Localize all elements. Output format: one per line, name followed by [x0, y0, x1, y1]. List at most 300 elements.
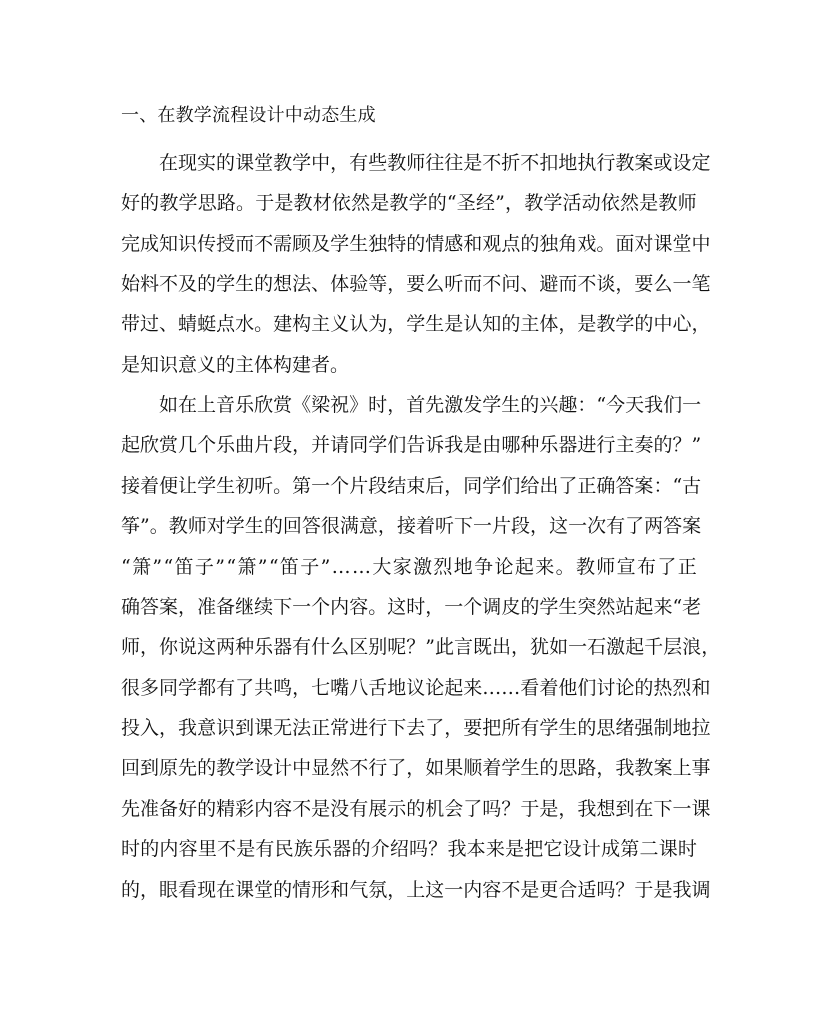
text-char: 我	[672, 879, 692, 901]
text-char: 二	[639, 838, 659, 860]
text-char: 在	[159, 152, 179, 174]
text-char: 学	[235, 757, 255, 779]
text-char: 的	[577, 717, 597, 739]
text-char: 知	[159, 233, 179, 255]
text-char: 教	[524, 192, 544, 214]
text-char: 有	[606, 515, 626, 537]
text-char: 成	[140, 233, 160, 255]
text-char: 么	[330, 636, 350, 658]
text-char: 种	[520, 434, 540, 456]
text-char: 是	[370, 192, 390, 214]
text-char: 和	[330, 879, 350, 901]
text-char: 建	[273, 313, 293, 335]
paragraph-line	[121, 555, 697, 579]
text-char: 事	[691, 757, 711, 779]
text-char: 种	[235, 636, 255, 658]
text-char: 箫	[237, 556, 257, 578]
paragraph-line	[121, 595, 702, 619]
text-char: 论	[615, 677, 635, 699]
text-char: 议	[406, 677, 426, 699]
text-char: 法	[292, 273, 312, 295]
text-char: 准	[197, 596, 217, 618]
text-char: 和	[691, 677, 711, 699]
text-char: 续	[254, 596, 274, 618]
text-char: 七	[311, 677, 331, 699]
text-char: 材	[312, 192, 332, 214]
text-char: 介	[370, 838, 390, 860]
text-char: 的	[539, 757, 559, 779]
text-char: 子	[194, 556, 214, 578]
text-char: 及	[178, 273, 198, 295]
text-char: 乐	[216, 434, 236, 456]
text-char: ，	[511, 636, 531, 658]
text-char: ？	[672, 434, 692, 456]
paragraph-line	[121, 474, 702, 498]
text-char: 生	[501, 394, 521, 416]
text-char: 原	[159, 757, 179, 779]
text-char: 中	[292, 757, 312, 779]
text-char: 、	[159, 313, 179, 335]
text-char: 一	[292, 596, 312, 618]
text-char: 行	[596, 152, 616, 174]
text-char: 避	[539, 273, 559, 295]
text-char: 案	[653, 757, 673, 779]
text-char: 内	[254, 798, 274, 820]
text-char: ，	[387, 313, 407, 335]
text-char: 行	[596, 434, 616, 456]
text-char: 本	[466, 838, 486, 860]
text-char: ？	[501, 798, 521, 820]
text-char: 了	[625, 515, 645, 537]
text-char: 器	[558, 434, 578, 456]
text-char: 、	[520, 273, 540, 295]
text-char: 个	[311, 596, 331, 618]
text-char: 来	[535, 556, 555, 578]
paragraph-line	[121, 837, 697, 861]
text-char: 吗	[409, 838, 429, 860]
text-char: 。	[555, 556, 575, 578]
text-char: 烈	[672, 677, 692, 699]
text-char: 准	[140, 798, 160, 820]
paragraph-line	[121, 433, 702, 457]
text-char: ，	[505, 192, 525, 214]
text-char: 课	[658, 838, 678, 860]
text-char: 法	[292, 717, 312, 739]
text-char: 来	[485, 838, 505, 860]
text-char: …	[482, 677, 502, 699]
text-char: 到	[235, 717, 255, 739]
text-char: 层	[663, 636, 683, 658]
text-char: 所	[501, 717, 521, 739]
text-char: …	[501, 677, 521, 699]
text-char: 了	[387, 757, 407, 779]
text-char: 思	[596, 717, 616, 739]
text-char: 师	[121, 636, 141, 658]
text-char: ，	[387, 394, 407, 416]
text-char: 彩	[235, 798, 255, 820]
text-char: 的	[263, 515, 283, 537]
text-char: “	[446, 192, 457, 214]
text-char: 趣	[558, 394, 578, 416]
text-char: ，	[701, 636, 721, 658]
text-char: 我	[178, 717, 198, 739]
text-char: 上	[197, 394, 217, 416]
text-char: 依	[331, 192, 351, 214]
text-char: 这	[197, 636, 217, 658]
text-char: 我	[644, 394, 664, 416]
text-char: 行	[368, 717, 388, 739]
text-char: 有	[349, 152, 369, 174]
text-char: 不	[217, 838, 237, 860]
text-char: 过	[140, 313, 160, 335]
text-char: 课	[653, 233, 673, 255]
text-char: 多	[140, 677, 160, 699]
text-char: 生	[558, 596, 578, 618]
text-char: 氛	[368, 879, 388, 901]
text-char: 束	[406, 475, 426, 497]
text-char: 乐	[254, 636, 274, 658]
text-char: 没	[330, 798, 350, 820]
text-char: 师	[596, 556, 616, 578]
text-char: 去	[406, 717, 426, 739]
text-char: 《	[292, 394, 312, 416]
text-char: 的	[197, 273, 217, 295]
text-char: 主	[615, 434, 635, 456]
text-char: 的	[520, 394, 540, 416]
paragraph-line: 是知识意义的主体构建者。	[121, 354, 350, 376]
text-char: “	[121, 556, 131, 578]
text-char: 体	[539, 313, 559, 335]
text-char: 让	[178, 475, 198, 497]
text-char: 一	[672, 798, 692, 820]
text-char: 现	[197, 879, 217, 901]
text-char: 皮	[501, 596, 521, 618]
text-char: 意	[197, 717, 217, 739]
text-char: 生	[520, 757, 540, 779]
text-char: ，	[292, 434, 312, 456]
text-char: 内	[330, 596, 350, 618]
text-char: 正	[311, 717, 331, 739]
text-char: 带	[121, 313, 141, 335]
text-char: 强	[634, 717, 654, 739]
text-char: 的	[427, 192, 447, 214]
text-char: 师	[406, 152, 426, 174]
text-char: 么	[425, 273, 445, 295]
text-char: 容	[178, 838, 198, 860]
paragraph-line	[121, 676, 711, 700]
text-char: 今	[606, 394, 626, 416]
text-char: 的	[634, 313, 654, 335]
text-char: 示	[387, 798, 407, 820]
text-char: 感	[444, 233, 464, 255]
text-char: 下	[273, 596, 293, 618]
text-char: 实	[197, 152, 217, 174]
text-char: 气	[349, 879, 369, 901]
text-char: 学	[368, 434, 388, 456]
text-char: 学	[539, 717, 559, 739]
text-char: 了	[463, 798, 483, 820]
text-char: 案	[634, 475, 654, 497]
text-char: 讨	[596, 677, 616, 699]
text-char: 时	[406, 596, 426, 618]
text-char: 顾	[292, 233, 312, 255]
text-char: 。	[368, 596, 388, 618]
text-char: 是	[639, 192, 659, 214]
text-char: ？	[428, 838, 448, 860]
text-char: 激	[444, 394, 464, 416]
text-char: 如	[159, 394, 179, 416]
text-char: 生	[558, 717, 578, 739]
text-char: …	[331, 556, 351, 578]
text-char: 在	[178, 394, 198, 416]
text-char: 设	[562, 838, 582, 860]
text-char: 学	[408, 192, 428, 214]
text-char: 出	[492, 636, 512, 658]
text-char: 诉	[425, 434, 445, 456]
text-char: 的	[653, 434, 673, 456]
text-char: 行	[368, 757, 388, 779]
text-char: 我	[577, 798, 597, 820]
text-char: ，	[387, 879, 407, 901]
text-char: 地	[387, 677, 407, 699]
text-char: 是	[505, 838, 525, 860]
text-char: 学	[178, 192, 198, 214]
text-char: 它	[543, 838, 563, 860]
text-char: 授	[216, 233, 236, 255]
text-char: 鸣	[273, 677, 293, 699]
text-char: 教	[615, 152, 635, 174]
text-char: 设	[254, 757, 274, 779]
text-char: 教	[273, 152, 293, 174]
text-char: 。	[254, 313, 274, 335]
text-char: 答	[301, 515, 321, 537]
paragraph-line	[159, 393, 702, 417]
text-char: 的	[197, 798, 217, 820]
text-char: ”	[215, 556, 225, 578]
text-char: 特	[387, 233, 407, 255]
text-char: 同	[159, 677, 179, 699]
text-char: 天	[625, 394, 645, 416]
text-char: 备	[159, 798, 179, 820]
text-char: 宣	[616, 556, 636, 578]
text-char: ”	[425, 636, 435, 658]
text-char: 、	[311, 273, 331, 295]
text-char: 案	[682, 515, 702, 537]
text-char: ，	[530, 515, 550, 537]
text-char: 有	[216, 677, 236, 699]
text-char: 两	[644, 515, 664, 537]
text-char: 思	[197, 192, 217, 214]
text-char: 们	[501, 475, 521, 497]
text-char: 便	[159, 475, 179, 497]
text-char: 学	[178, 677, 198, 699]
text-char: ：	[653, 475, 673, 497]
text-char: 大	[372, 556, 392, 578]
text-char: 而	[463, 273, 483, 295]
text-char: 认	[349, 313, 369, 335]
text-char: 验	[349, 273, 369, 295]
text-char: ？	[406, 636, 426, 658]
text-char: 如	[425, 757, 445, 779]
text-char: 精	[216, 798, 236, 820]
text-char: 教	[216, 757, 236, 779]
text-char: 独	[368, 233, 388, 255]
text-char: 什	[311, 636, 331, 658]
text-char: 等	[368, 273, 388, 295]
text-char: 嘴	[330, 677, 350, 699]
text-char: 然	[620, 192, 640, 214]
text-char: 下	[453, 515, 473, 537]
text-char: 不	[577, 273, 597, 295]
text-char: 民	[274, 838, 294, 860]
text-char: 而	[235, 233, 255, 255]
text-char: 思	[558, 757, 578, 779]
text-char: 到	[140, 757, 160, 779]
text-char: 堂	[254, 879, 274, 901]
text-char: ，	[615, 273, 635, 295]
text-char: 乐	[313, 838, 333, 860]
text-char: 义	[330, 313, 350, 335]
text-char: 激	[413, 556, 433, 578]
text-char: 制	[653, 717, 673, 739]
text-char: 欣	[254, 394, 274, 416]
text-char: ，	[444, 717, 464, 739]
text-char: 或	[653, 152, 673, 174]
text-char: 如	[549, 636, 569, 658]
text-char: 会	[444, 798, 464, 820]
text-char: 下	[387, 717, 407, 739]
text-char: 笛	[279, 556, 299, 578]
text-char: 生	[349, 233, 369, 255]
text-char: 看	[520, 677, 540, 699]
text-char: 既	[473, 636, 493, 658]
paragraph-line	[121, 272, 711, 296]
text-char: 家	[392, 556, 412, 578]
text-char: 很	[320, 515, 340, 537]
text-char: 初	[235, 475, 255, 497]
text-char: 把	[524, 838, 544, 860]
text-char: 观	[482, 233, 502, 255]
text-char: 千	[644, 636, 664, 658]
text-char: 着	[415, 515, 435, 537]
text-char: 我	[444, 434, 464, 456]
text-char: 老	[682, 596, 702, 618]
text-char: 片	[254, 434, 274, 456]
text-char: 折	[501, 152, 521, 174]
text-char: 起	[514, 556, 534, 578]
text-char: 赏	[273, 394, 293, 416]
text-char: 学	[543, 192, 563, 214]
text-char: 投	[121, 717, 141, 739]
text-char: 石	[587, 636, 607, 658]
text-char: 们	[387, 434, 407, 456]
text-char: 拉	[691, 717, 711, 739]
paragraph-line	[121, 797, 711, 821]
text-char: 体	[330, 273, 350, 295]
text-char: 教	[389, 192, 409, 214]
text-char: 机	[425, 798, 445, 820]
text-char: 了	[657, 556, 677, 578]
text-char: 里	[197, 838, 217, 860]
text-char: 正	[577, 475, 597, 497]
text-char: 争	[474, 556, 494, 578]
text-char: 的	[406, 233, 426, 255]
text-char: 需	[273, 233, 293, 255]
text-char: 识	[216, 717, 236, 739]
text-char: 出	[539, 475, 559, 497]
text-char: 于	[520, 798, 540, 820]
text-char: 们	[577, 677, 597, 699]
text-char: 意	[358, 515, 378, 537]
text-char: 适	[577, 879, 597, 901]
text-char: 构	[292, 313, 312, 335]
text-char: 是	[311, 798, 331, 820]
text-char: 绍	[389, 838, 409, 860]
text-char: 一	[444, 596, 464, 618]
text-char: 次	[587, 515, 607, 537]
text-char: 很	[121, 677, 141, 699]
text-char: 中	[311, 152, 331, 174]
text-char: 起	[634, 596, 654, 618]
text-char: 一	[311, 475, 331, 497]
text-char: 案	[159, 596, 179, 618]
text-char: 容	[482, 879, 502, 901]
text-char: 于	[255, 192, 275, 214]
text-char: 兴	[539, 394, 559, 416]
text-char: 论	[494, 556, 514, 578]
text-char: 几	[178, 434, 198, 456]
text-char: 这	[425, 879, 445, 901]
text-char: ，	[596, 757, 616, 779]
text-char: 说	[178, 636, 198, 658]
text-char: 下	[653, 798, 673, 820]
text-char: 是	[653, 879, 673, 901]
text-char: 来	[463, 677, 483, 699]
text-char: 一	[473, 515, 493, 537]
text-char: 的	[140, 192, 160, 214]
text-char: 乐	[235, 394, 255, 416]
text-char: 教	[293, 192, 313, 214]
text-char: 学	[292, 152, 312, 174]
text-char: 族	[293, 838, 313, 860]
text-char: 然	[596, 596, 616, 618]
text-char: 的	[121, 879, 141, 901]
text-char: 是	[577, 313, 597, 335]
text-char: 情	[425, 233, 445, 255]
text-char: 他	[558, 677, 578, 699]
text-char: 入	[140, 717, 160, 739]
text-char: 第	[292, 475, 312, 497]
text-char: ，	[444, 475, 464, 497]
text-char: 结	[387, 475, 407, 497]
text-char: 祝	[330, 394, 350, 416]
text-char: ，	[140, 636, 160, 658]
paragraph-line	[159, 151, 711, 175]
text-char: 把	[482, 717, 502, 739]
text-char: 不	[482, 273, 502, 295]
text-char: 两	[216, 636, 236, 658]
text-char: 堂	[672, 233, 692, 255]
text-char: 学	[197, 475, 217, 497]
text-char: 有	[255, 838, 275, 860]
paragraph-line	[121, 514, 702, 538]
text-char: 学	[225, 515, 245, 537]
text-char: 要	[634, 273, 654, 295]
text-char: 戏	[577, 233, 597, 255]
text-char: 主	[520, 313, 540, 335]
text-char: 着	[140, 475, 160, 497]
text-char: 往	[425, 152, 445, 174]
